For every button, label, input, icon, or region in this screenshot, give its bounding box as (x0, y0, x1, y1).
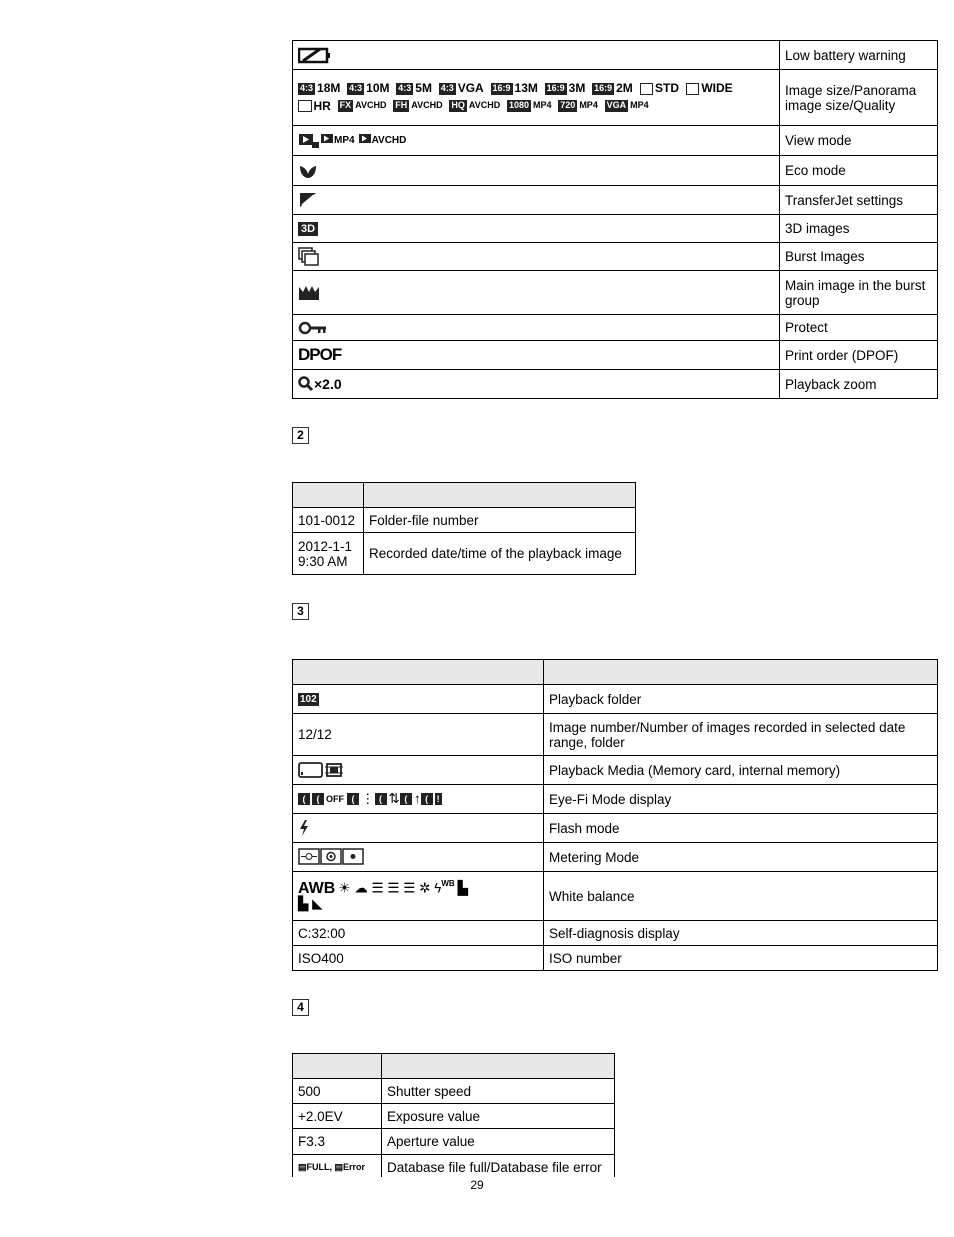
custom-wb-icon: ▙ (457, 880, 469, 896)
panorama-icon (298, 100, 312, 112)
icon-cell (293, 156, 780, 186)
panorama-icon (640, 83, 654, 95)
indicator-table-1 (292, 40, 938, 399)
indicator-table-2 (292, 482, 636, 575)
format-icon: MP4 (334, 135, 355, 146)
aspect-icon: 16:9 (492, 82, 511, 93)
label-cell: Low battery warning (780, 41, 938, 70)
table-row (293, 814, 938, 843)
table-row (293, 370, 938, 399)
view-mode-icon (358, 132, 372, 150)
panorama-icon (686, 83, 700, 95)
icon-cell (293, 685, 544, 714)
view-mode-icon (320, 132, 334, 150)
table-row (293, 533, 636, 575)
database-error-icon: Error (343, 1162, 366, 1172)
section-number-2: 2 (292, 427, 309, 444)
icon-cell (293, 872, 544, 921)
eyefi-icon: ( (401, 794, 410, 805)
table-row (293, 1104, 615, 1129)
table-row (293, 508, 636, 533)
quality-icon: 1080 (508, 100, 529, 111)
size-icon: 2M (616, 81, 633, 95)
label-cell: Metering Mode (544, 843, 938, 872)
dpof-icon: DPOF (298, 345, 342, 364)
icon-cell (293, 215, 780, 243)
label-cell: Protect (780, 315, 938, 341)
key-icon (298, 320, 328, 336)
table-row (293, 921, 938, 946)
label-cell: Aperture value (382, 1129, 615, 1155)
size-icon: 5M (415, 81, 432, 95)
sun-icon: ☀ (338, 880, 351, 896)
eyefi-icon: ( (314, 794, 322, 805)
icon-cell: ▤FULL, ▤Error (293, 1155, 382, 1181)
icon-cell: ( ( OFF ( ⋮ ( ⇅ ( ↑ ( ! (293, 785, 544, 814)
value-cell: 2012-1-1 9:30 AM (293, 533, 364, 575)
table-row (293, 126, 938, 156)
quality-icon: FH (395, 100, 408, 111)
aspect-icon: 4:3 (398, 82, 412, 93)
label-cell: Print order (DPOF) (780, 341, 938, 370)
awb-icon: AWB (298, 879, 336, 897)
table-row (293, 271, 938, 315)
crown-icon (298, 284, 320, 302)
label-cell: Folder-file number (364, 508, 636, 533)
label-cell: Eye-Fi Mode display (544, 785, 938, 814)
icon-cell (293, 370, 780, 399)
label-cell: Exposure value (382, 1104, 615, 1129)
format-icon: MP4 (579, 100, 598, 111)
value-cell: 101-0012 (293, 508, 364, 533)
icon-cell (293, 41, 780, 70)
custom-wb-set-icon: ◣ (312, 896, 323, 912)
value-cell: 500 (293, 1079, 382, 1104)
eyefi-off-icon: OFF (326, 794, 344, 805)
eyefi-icon: ( (300, 794, 308, 805)
quality-icon: HQ (451, 100, 465, 111)
icon-cell (293, 70, 780, 126)
icon-cell (293, 814, 544, 843)
label-cell: Shutter speed (382, 1079, 615, 1104)
incandescent-icon: ✲ (419, 880, 431, 896)
size-icon: HR (313, 98, 331, 113)
format-icon: AVCHD (371, 135, 407, 146)
label-cell: Playback zoom (780, 370, 938, 399)
aspect-icon: 16:9 (594, 82, 613, 93)
table-row (293, 1079, 615, 1104)
cloud-icon: ☁ (354, 880, 368, 896)
label-cell: Flash mode (544, 814, 938, 843)
table-row (293, 756, 938, 785)
label-cell: TransferJet settings (780, 186, 938, 215)
table-row (293, 315, 938, 341)
header-row (293, 1054, 615, 1079)
image-size-icons (298, 81, 774, 96)
label-cell: Self-diagnosis display (544, 921, 938, 946)
format-icon: AVCHD (355, 100, 387, 111)
size-icon: WIDE (701, 81, 733, 95)
header-row (293, 660, 938, 685)
label-cell: ISO number (544, 946, 938, 971)
value-cell: ISO400 (293, 946, 544, 971)
multi-metering-icon (298, 848, 320, 866)
table-row (293, 872, 938, 921)
table-row (293, 186, 938, 215)
section-number-3: 3 (292, 603, 309, 620)
format-icon: AVCHD (411, 100, 443, 111)
magnifier-icon (298, 376, 314, 392)
zoom-factor-icon: ×2.0 (314, 376, 342, 393)
table-row (293, 1129, 615, 1155)
flash-wb-icon: ϟ (434, 880, 442, 896)
table-row (293, 946, 938, 971)
wb-icon: WB (441, 878, 455, 888)
value-cell: F3.3 (293, 1129, 382, 1155)
table-row (293, 341, 938, 370)
database-full-icon: FULL (306, 1162, 330, 1172)
format-icon: MP4 (533, 100, 552, 111)
icon-cell (293, 126, 780, 156)
size-icon: VGA (457, 81, 484, 95)
view-mode-icon (298, 132, 320, 150)
burst-images-icon (298, 247, 320, 267)
label-cell: Image number/Number of images recorded in selected date range, folder (544, 714, 938, 756)
aspect-icon: 4:3 (440, 82, 454, 93)
spot-metering-icon (342, 848, 364, 866)
table-row (293, 70, 938, 126)
table-row (293, 714, 938, 756)
internal-memory-icon (324, 761, 344, 779)
eyefi-icon: ( (422, 794, 431, 805)
size-icon: 13M (514, 81, 538, 95)
custom-wb-icon: ▙ (298, 896, 309, 912)
value-cell: 12/12 (293, 714, 544, 756)
label-cell: Eco mode (780, 156, 938, 186)
label-cell: White balance (544, 872, 938, 921)
eyefi-error-icon: ! (436, 794, 440, 805)
memory-card-icon (298, 761, 324, 779)
eyefi-icon: ( (349, 794, 357, 805)
label-cell: View mode (780, 126, 938, 156)
quality-icons (298, 99, 774, 114)
table-row (293, 685, 938, 714)
format-icon: MP4 (630, 100, 649, 111)
section-number-4: 4 (292, 999, 309, 1016)
white-balance-icons (298, 880, 538, 898)
aspect-icon: 16:9 (546, 82, 565, 93)
format-icon: AVCHD (468, 100, 501, 111)
icon-cell (293, 186, 780, 215)
size-icon: STD (655, 81, 680, 95)
label-cell: Burst Images (780, 243, 938, 271)
white-balance-icons-2 (298, 897, 538, 912)
label-cell: Playback folder (544, 685, 938, 714)
size-icon: 10M (366, 81, 390, 95)
fluorescent-icon: ☰ (387, 880, 400, 896)
table-row (293, 843, 938, 872)
table-row (293, 156, 938, 186)
quality-icon: 720 (560, 100, 576, 111)
size-icon: 18M (317, 81, 341, 95)
header-row (293, 483, 636, 508)
icon-cell (293, 341, 780, 370)
size-icon: 3M (568, 81, 586, 95)
value-cell: +2.0EV (293, 1104, 382, 1129)
label-cell: 3D images (780, 215, 938, 243)
icon-cell (293, 756, 544, 785)
3d-icon: 3D (298, 222, 318, 236)
table-row (293, 243, 938, 271)
database-icon: ▤ (298, 1162, 307, 1172)
folder-icon: 102 (300, 694, 317, 706)
fluorescent-icon: ☰ (371, 880, 384, 896)
transferjet-icon (298, 191, 318, 209)
label-cell: Image size/Panorama image size/Quality (780, 70, 938, 126)
value-cell: C:32:00 (293, 921, 544, 946)
eyefi-icon: ( (376, 794, 385, 805)
indicator-table-4 (292, 1053, 615, 1181)
icon-cell (293, 843, 544, 872)
fluorescent-icon: ☰ (403, 880, 416, 896)
eco-leaf-icon (298, 162, 318, 180)
aspect-icon: 4:3 (349, 82, 363, 93)
flash-icon (298, 819, 310, 837)
label-cell: Playback Media (Memory card, internal memory) (544, 756, 938, 785)
database-icon: ▤ (334, 1162, 344, 1172)
table-row (293, 785, 938, 814)
label-cell: Database file full/Database file error (382, 1155, 615, 1181)
label-cell: Recorded date/time of the playback image (364, 533, 636, 575)
quality-icon: FX (339, 100, 352, 111)
label-cell: Main image in the burst group (780, 271, 938, 315)
table-row (293, 215, 938, 243)
page-number: 29 (470, 1178, 484, 1192)
quality-icon: VGA (606, 100, 627, 111)
icon-cell (293, 243, 780, 271)
low-battery-icon (298, 46, 332, 64)
table-row (293, 41, 938, 70)
icon-cell (293, 271, 780, 315)
icon-cell (293, 315, 780, 341)
indicator-table-3 (292, 659, 938, 971)
aspect-icon: 4:3 (300, 82, 314, 93)
center-metering-icon (320, 848, 342, 866)
